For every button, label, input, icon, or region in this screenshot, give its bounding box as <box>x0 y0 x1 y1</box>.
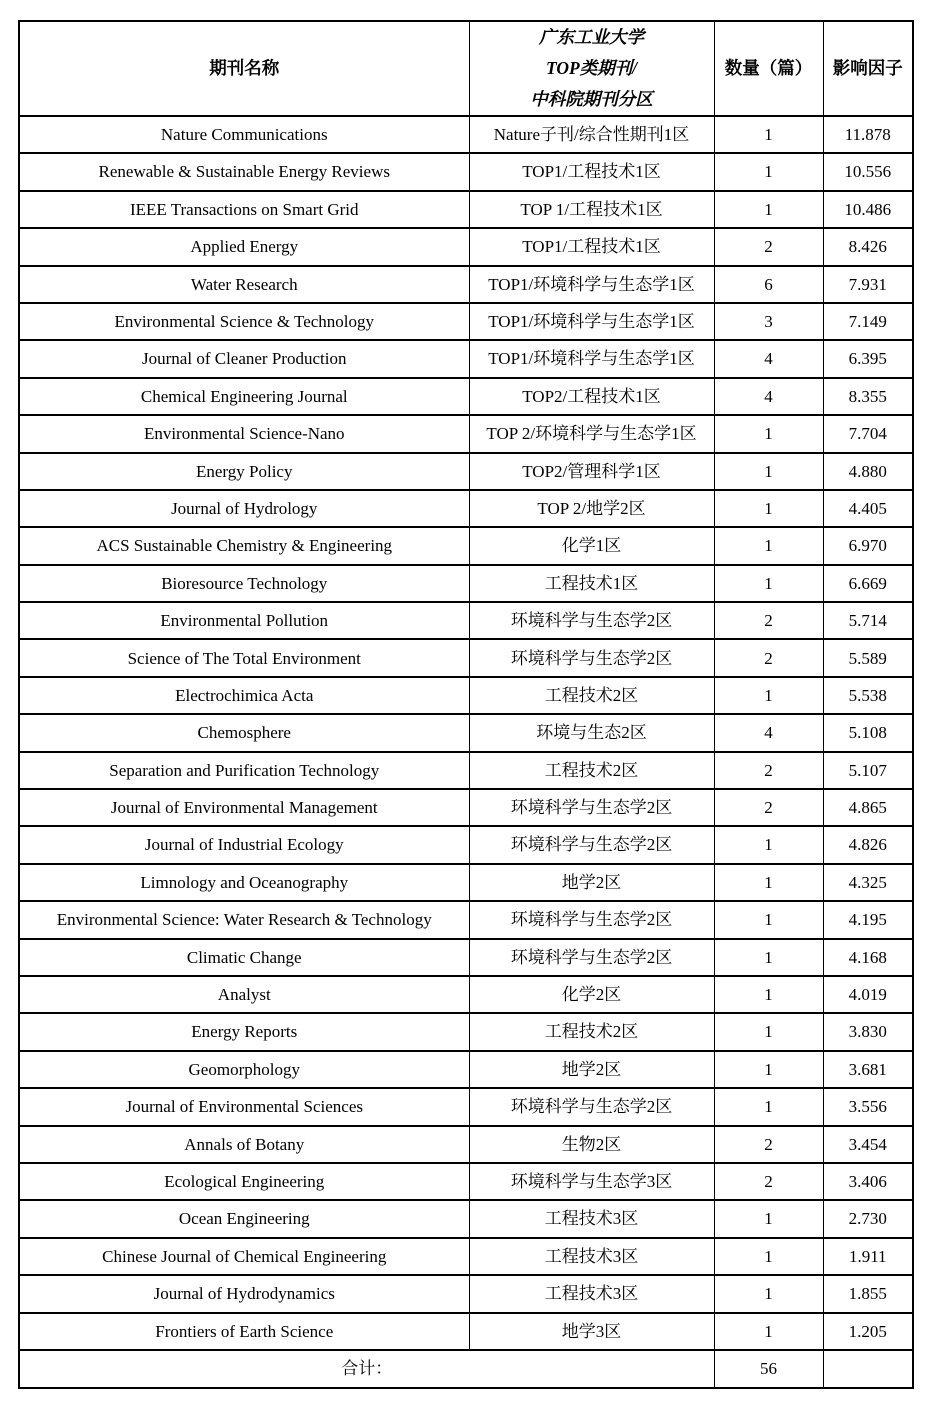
table-row <box>19 228 913 265</box>
count-cell: 1 <box>714 565 823 602</box>
category-cell: 生物2区 <box>469 1126 714 1163</box>
impact-factor-cell: 4.865 <box>823 789 913 826</box>
count-cell: 1 <box>714 976 823 1013</box>
total-label-cell: 合计： <box>19 1350 714 1388</box>
category-cell: TOP1/环境科学与生态学1区 <box>469 266 714 303</box>
category-cell: 环境科学与生态学2区 <box>469 939 714 976</box>
table-row <box>19 1275 913 1312</box>
table-row <box>19 453 913 490</box>
table-row <box>19 266 913 303</box>
impact-factor-cell: 10.486 <box>823 191 913 228</box>
table-footer <box>19 1350 913 1388</box>
journal-name-cell: Separation and Purification Technology <box>19 752 469 789</box>
category-cell: TOP 2/环境科学与生态学1区 <box>469 415 714 452</box>
count-cell: 1 <box>714 901 823 938</box>
journal-name-cell: Environmental Science-Nano <box>19 415 469 452</box>
journal-name-cell: Environmental Science: Water Research & Technology <box>19 901 469 938</box>
table-row <box>19 714 913 751</box>
impact-factor-cell: 1.911 <box>823 1238 913 1275</box>
impact-factor-cell: 6.970 <box>823 527 913 564</box>
table-header-row <box>19 21 913 116</box>
category-cell: 工程技术3区 <box>469 1238 714 1275</box>
journal-name-cell: Frontiers of Earth Science <box>19 1313 469 1350</box>
count-cell: 1 <box>714 864 823 901</box>
count-cell: 2 <box>714 1126 823 1163</box>
count-cell: 4 <box>714 714 823 751</box>
count-cell: 1 <box>714 490 823 527</box>
count-cell: 4 <box>714 378 823 415</box>
journals-table <box>18 20 914 1389</box>
category-cell: TOP1/环境科学与生态学1区 <box>469 340 714 377</box>
table-row <box>19 527 913 564</box>
table-row <box>19 789 913 826</box>
journal-name-cell: Chemical Engineering Journal <box>19 378 469 415</box>
journal-name-cell: Annals of Botany <box>19 1126 469 1163</box>
journal-name-cell: Ocean Engineering <box>19 1200 469 1237</box>
category-cell: 环境科学与生态学2区 <box>469 1088 714 1125</box>
category-cell: 环境科学与生态学2区 <box>469 602 714 639</box>
table-row <box>19 565 913 602</box>
category-cell: 环境科学与生态学2区 <box>469 639 714 676</box>
table-row <box>19 191 913 228</box>
count-cell: 1 <box>714 826 823 863</box>
total-count-cell: 56 <box>714 1350 823 1388</box>
category-cell: TOP1/环境科学与生态学1区 <box>469 303 714 340</box>
journal-name-cell: Chinese Journal of Chemical Engineering <box>19 1238 469 1275</box>
journal-name-cell: Energy Reports <box>19 1013 469 1050</box>
table-row <box>19 1238 913 1275</box>
impact-factor-cell: 7.149 <box>823 303 913 340</box>
category-cell: TOP 1/工程技术1区 <box>469 191 714 228</box>
category-cell: 环境科学与生态学2区 <box>469 901 714 938</box>
table-row <box>19 1313 913 1350</box>
count-cell: 1 <box>714 527 823 564</box>
journal-name-cell: Journal of Hydrodynamics <box>19 1275 469 1312</box>
count-cell: 1 <box>714 415 823 452</box>
category-cell: Nature子刊/综合性期刊1区 <box>469 116 714 153</box>
table-row <box>19 1126 913 1163</box>
impact-factor-cell: 1.205 <box>823 1313 913 1350</box>
category-cell: 化学2区 <box>469 976 714 1013</box>
table-row <box>19 677 913 714</box>
count-cell: 1 <box>714 1200 823 1237</box>
count-cell: 1 <box>714 1051 823 1088</box>
impact-factor-cell: 4.826 <box>823 826 913 863</box>
count-cell: 2 <box>714 639 823 676</box>
journal-name-cell: Journal of Cleaner Production <box>19 340 469 377</box>
table-row <box>19 1163 913 1200</box>
count-cell: 1 <box>714 1238 823 1275</box>
impact-factor-cell: 5.714 <box>823 602 913 639</box>
category-cell: TOP1/工程技术1区 <box>469 228 714 265</box>
journal-name-cell: Applied Energy <box>19 228 469 265</box>
category-cell: 化学1区 <box>469 527 714 564</box>
journal-name-cell: Bioresource Technology <box>19 565 469 602</box>
header-category-line-1: 广东工业大学 <box>539 27 644 47</box>
impact-factor-cell: 11.878 <box>823 116 913 153</box>
impact-factor-cell: 4.168 <box>823 939 913 976</box>
impact-factor-cell: 6.669 <box>823 565 913 602</box>
count-cell: 2 <box>714 602 823 639</box>
impact-factor-cell: 4.325 <box>823 864 913 901</box>
category-cell: TOP2/管理科学1区 <box>469 453 714 490</box>
journal-name-cell: Electrochimica Acta <box>19 677 469 714</box>
table-row <box>19 602 913 639</box>
impact-factor-cell: 3.454 <box>823 1126 913 1163</box>
count-cell: 1 <box>714 677 823 714</box>
journal-name-cell: Limnology and Oceanography <box>19 864 469 901</box>
impact-factor-cell: 3.681 <box>823 1051 913 1088</box>
category-cell: 地学3区 <box>469 1313 714 1350</box>
journal-name-cell: Energy Policy <box>19 453 469 490</box>
category-cell: 工程技术2区 <box>469 752 714 789</box>
total-impact-cell <box>823 1350 913 1388</box>
category-cell: 环境与生态2区 <box>469 714 714 751</box>
table-row <box>19 1051 913 1088</box>
journal-name-cell: Journal of Environmental Management <box>19 789 469 826</box>
impact-factor-cell: 3.830 <box>823 1013 913 1050</box>
count-cell: 6 <box>714 266 823 303</box>
header-journal-name: 期刊名称 <box>19 21 469 116</box>
impact-factor-cell: 6.395 <box>823 340 913 377</box>
journal-name-cell: Analyst <box>19 976 469 1013</box>
table-row <box>19 1013 913 1050</box>
impact-factor-cell: 3.406 <box>823 1163 913 1200</box>
table-row <box>19 901 913 938</box>
impact-factor-cell: 4.019 <box>823 976 913 1013</box>
impact-factor-cell: 4.880 <box>823 453 913 490</box>
journal-name-cell: Nature Communications <box>19 116 469 153</box>
table-row <box>19 939 913 976</box>
impact-factor-cell: 4.195 <box>823 901 913 938</box>
category-cell: 工程技术3区 <box>469 1275 714 1312</box>
journal-name-cell: Journal of Environmental Sciences <box>19 1088 469 1125</box>
table-row <box>19 752 913 789</box>
impact-factor-cell: 3.556 <box>823 1088 913 1125</box>
category-cell: TOP2/工程技术1区 <box>469 378 714 415</box>
table-row <box>19 116 913 153</box>
header-count: 数量（篇） <box>714 21 823 116</box>
impact-factor-cell: 4.405 <box>823 490 913 527</box>
table-row <box>19 826 913 863</box>
impact-factor-cell: 1.855 <box>823 1275 913 1312</box>
header-impact-factor: 影响因子 <box>823 21 913 116</box>
journal-name-cell: Journal of Industrial Ecology <box>19 826 469 863</box>
journal-name-cell: Water Research <box>19 266 469 303</box>
journal-name-cell: ACS Sustainable Chemistry & Engineering <box>19 527 469 564</box>
count-cell: 1 <box>714 453 823 490</box>
table-row <box>19 639 913 676</box>
count-cell: 2 <box>714 752 823 789</box>
category-cell: TOP 2/地学2区 <box>469 490 714 527</box>
count-cell: 2 <box>714 228 823 265</box>
count-cell: 1 <box>714 191 823 228</box>
impact-factor-cell: 2.730 <box>823 1200 913 1237</box>
count-cell: 1 <box>714 939 823 976</box>
journal-name-cell: Journal of Hydrology <box>19 490 469 527</box>
count-cell: 3 <box>714 303 823 340</box>
impact-factor-cell: 5.107 <box>823 752 913 789</box>
journal-name-cell: Environmental Science & Technology <box>19 303 469 340</box>
journal-name-cell: Ecological Engineering <box>19 1163 469 1200</box>
table-row <box>19 153 913 190</box>
count-cell: 1 <box>714 1088 823 1125</box>
category-cell: TOP1/工程技术1区 <box>469 153 714 190</box>
category-cell: 工程技术2区 <box>469 677 714 714</box>
category-cell: 环境科学与生态学3区 <box>469 1163 714 1200</box>
category-cell: 地学2区 <box>469 864 714 901</box>
header-category <box>469 21 714 116</box>
count-cell: 1 <box>714 1313 823 1350</box>
count-cell: 2 <box>714 789 823 826</box>
journal-table-body <box>19 116 913 1350</box>
journal-name-cell: Renewable & Sustainable Energy Reviews <box>19 153 469 190</box>
count-cell: 1 <box>714 1275 823 1312</box>
table-row <box>19 415 913 452</box>
impact-factor-cell: 10.556 <box>823 153 913 190</box>
journal-name-cell: Environmental Pollution <box>19 602 469 639</box>
impact-factor-cell: 5.538 <box>823 677 913 714</box>
category-cell: 工程技术2区 <box>469 1013 714 1050</box>
table-row <box>19 340 913 377</box>
journal-name-cell: Chemosphere <box>19 714 469 751</box>
impact-factor-cell: 5.589 <box>823 639 913 676</box>
count-cell: 1 <box>714 153 823 190</box>
category-cell: 工程技术3区 <box>469 1200 714 1237</box>
table-row <box>19 1200 913 1237</box>
table-row <box>19 378 913 415</box>
count-cell: 2 <box>714 1163 823 1200</box>
count-cell: 4 <box>714 340 823 377</box>
total-row <box>19 1350 913 1388</box>
impact-factor-cell: 7.704 <box>823 415 913 452</box>
table-row <box>19 490 913 527</box>
impact-factor-cell: 5.108 <box>823 714 913 751</box>
count-cell: 1 <box>714 1013 823 1050</box>
impact-factor-cell: 7.931 <box>823 266 913 303</box>
header-category-line-2: TOP类期刊/ <box>545 58 638 78</box>
table-header <box>19 21 913 116</box>
category-cell: 工程技术1区 <box>469 565 714 602</box>
category-cell: 地学2区 <box>469 1051 714 1088</box>
impact-factor-cell: 8.355 <box>823 378 913 415</box>
table-row <box>19 303 913 340</box>
impact-factor-cell: 8.426 <box>823 228 913 265</box>
table-row <box>19 1088 913 1125</box>
category-cell: 环境科学与生态学2区 <box>469 789 714 826</box>
journal-name-cell: Geomorphology <box>19 1051 469 1088</box>
count-cell: 1 <box>714 116 823 153</box>
table-row <box>19 976 913 1013</box>
journal-name-cell: Climatic Change <box>19 939 469 976</box>
header-category-line-3: 中科院期刊分区 <box>530 89 653 109</box>
journal-name-cell: Science of The Total Environment <box>19 639 469 676</box>
journal-name-cell: IEEE Transactions on Smart Grid <box>19 191 469 228</box>
table-row <box>19 864 913 901</box>
category-cell: 环境科学与生态学2区 <box>469 826 714 863</box>
